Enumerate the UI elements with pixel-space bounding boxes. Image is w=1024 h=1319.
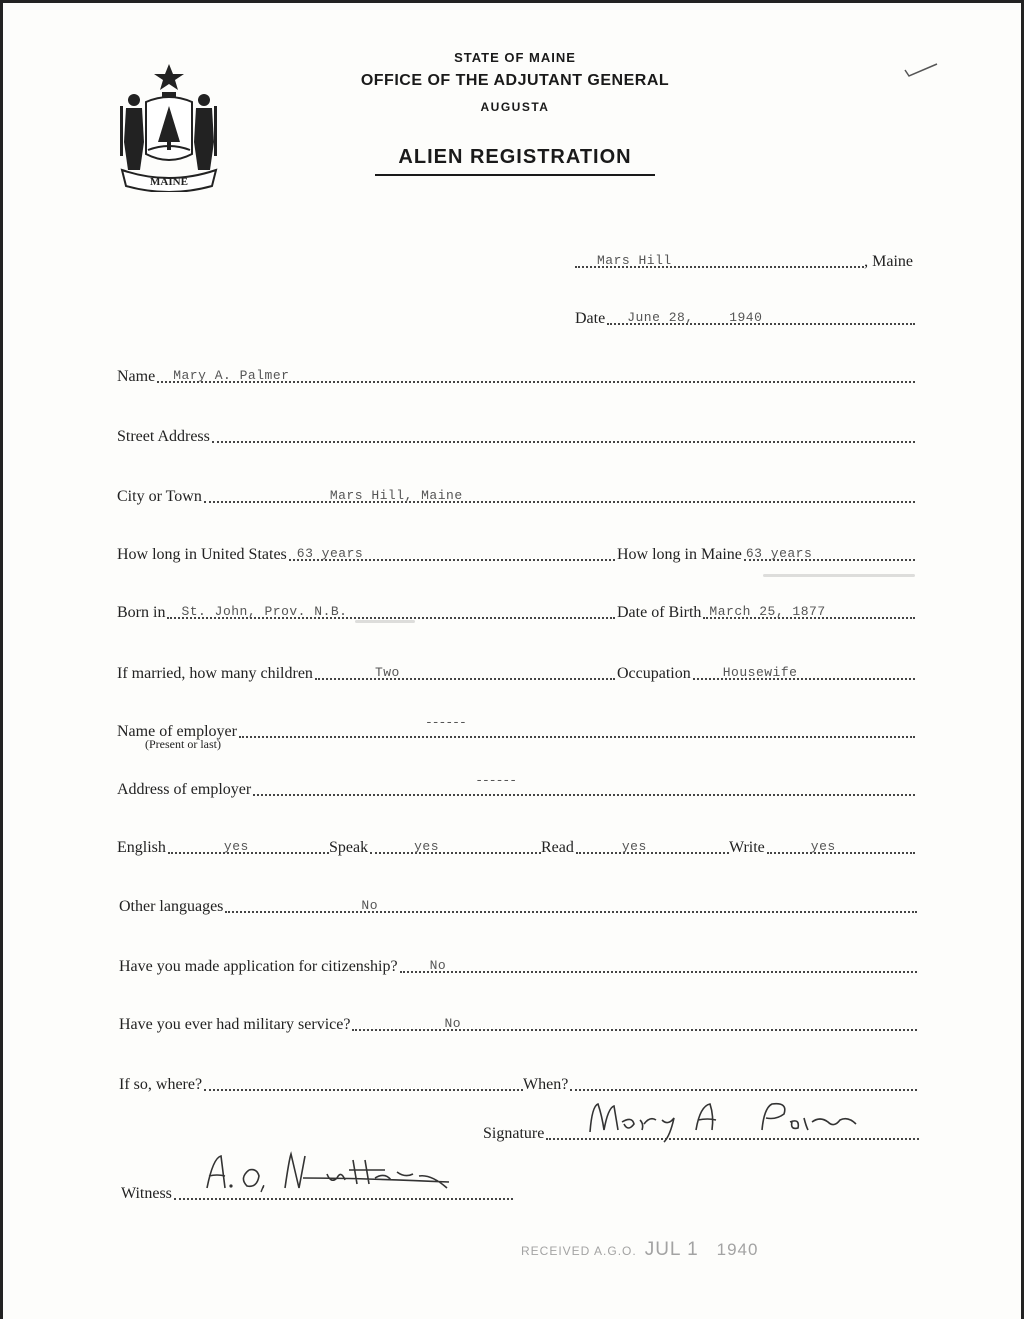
page-top-border [3, 0, 1021, 3]
other-languages-value: No [361, 898, 379, 913]
employer-address-value: ------ [475, 773, 516, 788]
stamp-received-text: RECEIVED A.G.O. [521, 1244, 637, 1258]
birthplace-value: St. John, Prov. N.B. [181, 604, 348, 619]
stamp-year: 1940 [716, 1240, 759, 1259]
speak-label: Speak [329, 839, 369, 856]
signature-handwriting [578, 1096, 878, 1146]
years-us-field[interactable] [289, 543, 615, 561]
english-row [117, 835, 329, 857]
name-row [117, 364, 915, 386]
citizenship-field[interactable] [400, 955, 917, 973]
birthplace-field[interactable] [167, 601, 615, 619]
years-us-label: How long in United States [117, 546, 287, 563]
stamp-date: JUL 1 [644, 1239, 699, 1260]
name-field[interactable] [157, 365, 915, 383]
state-heading: STATE OF MAINE [454, 50, 576, 65]
check-mark-icon [901, 60, 941, 80]
employer-address-label: Address of employer [117, 781, 252, 798]
write-label: Write [729, 839, 765, 856]
maine-state-seal-icon [116, 62, 222, 192]
employer-name-field[interactable] [239, 715, 915, 738]
years-us-value: 63 years [296, 546, 364, 561]
birthplace-row [117, 600, 615, 622]
name-label: Name [117, 368, 156, 385]
ink-smudge [763, 574, 915, 577]
children-label: If married, how many children [117, 665, 313, 682]
other-languages-field[interactable] [225, 895, 917, 913]
city-heading: AUGUSTA [480, 100, 550, 114]
speak-field[interactable] [370, 836, 541, 854]
date-year: 1940 [729, 310, 763, 325]
town-suffix: , Maine [864, 253, 913, 270]
read-row [541, 835, 729, 857]
write-field[interactable] [767, 836, 915, 854]
birthplace-label: Born in [117, 604, 166, 621]
write-row [729, 835, 915, 857]
birthdate-label: Date of Birth [617, 604, 702, 621]
employer-name-value: ------ [424, 715, 466, 730]
english-field[interactable] [168, 836, 329, 854]
citizenship-value: No [429, 958, 447, 973]
other-languages-row [119, 894, 917, 916]
town-field[interactable] [575, 250, 864, 268]
witness-label: Witness [121, 1185, 172, 1202]
form-title: ALIEN REGISTRATION [398, 146, 632, 168]
military-field[interactable] [352, 1013, 917, 1031]
svg-text:MAINE: MAINE [150, 176, 188, 188]
military-label: Have you ever had military service? [119, 1016, 351, 1033]
military-value: No [444, 1016, 462, 1031]
birthdate-value: March 25, 1877 [709, 604, 826, 619]
received-stamp [521, 1239, 758, 1261]
years-maine-field[interactable] [744, 543, 915, 561]
military-row [119, 1012, 917, 1034]
citizenship-label: Have you made application for citizenship? [119, 958, 398, 975]
office-heading: OFFICE OF THE ADJUTANT GENERAL [360, 72, 670, 89]
town-row [575, 249, 915, 271]
street-address-label: Street Address [117, 428, 210, 445]
english-label: English [117, 839, 166, 856]
signature-label: Signature [483, 1125, 545, 1142]
occupation-value: Housewife [722, 665, 798, 680]
children-field[interactable] [315, 662, 615, 680]
other-languages-label: Other languages [119, 898, 224, 915]
years-maine-row [617, 542, 915, 564]
years-maine-value: 63 years [745, 546, 813, 561]
city-field[interactable] [204, 485, 915, 503]
when-label: When? [523, 1076, 569, 1093]
where-field[interactable] [204, 1073, 523, 1091]
children-value: Two [374, 665, 400, 680]
occupation-row [617, 661, 915, 683]
street-address-row [117, 424, 915, 446]
birthdate-field[interactable] [703, 601, 915, 619]
english-value: yes [223, 839, 249, 854]
occupation-label: Occupation [617, 665, 691, 682]
birthdate-row [617, 600, 915, 622]
read-field[interactable] [576, 836, 729, 854]
employer-address-row [117, 773, 915, 799]
employer-name-sublabel: (Present or last) [145, 737, 221, 751]
employer-name-row [117, 715, 915, 741]
date-label: Date [575, 310, 606, 327]
when-field[interactable] [570, 1073, 917, 1091]
title-underline [375, 174, 655, 176]
city-value: Mars Hill, Maine [329, 488, 463, 503]
citizenship-row [119, 954, 917, 976]
employer-address-field[interactable] [253, 773, 915, 796]
write-value: yes [810, 839, 836, 854]
years-us-row [117, 542, 615, 564]
speak-value: yes [414, 839, 440, 854]
years-maine-label: How long in Maine [617, 546, 742, 563]
children-row [117, 661, 615, 683]
ink-smudge [355, 620, 415, 623]
city-label: City or Town [117, 488, 202, 505]
when-row [523, 1072, 917, 1094]
speak-row [329, 835, 541, 857]
read-label: Read [541, 839, 574, 856]
where-label: If so, where? [119, 1076, 203, 1093]
city-row [117, 484, 915, 506]
date-field[interactable] [607, 307, 915, 325]
employer-name-label: Name of employer [117, 723, 237, 740]
date-row [575, 306, 915, 328]
occupation-field[interactable] [693, 662, 915, 680]
town-value: Mars Hill [597, 253, 672, 268]
street-address-field[interactable] [212, 425, 915, 443]
read-value: yes [621, 839, 647, 854]
name-value: Mary A. Palmer [173, 368, 290, 383]
date-value: June 28, [627, 310, 694, 325]
where-row [119, 1072, 523, 1094]
witness-handwriting [199, 1148, 489, 1198]
